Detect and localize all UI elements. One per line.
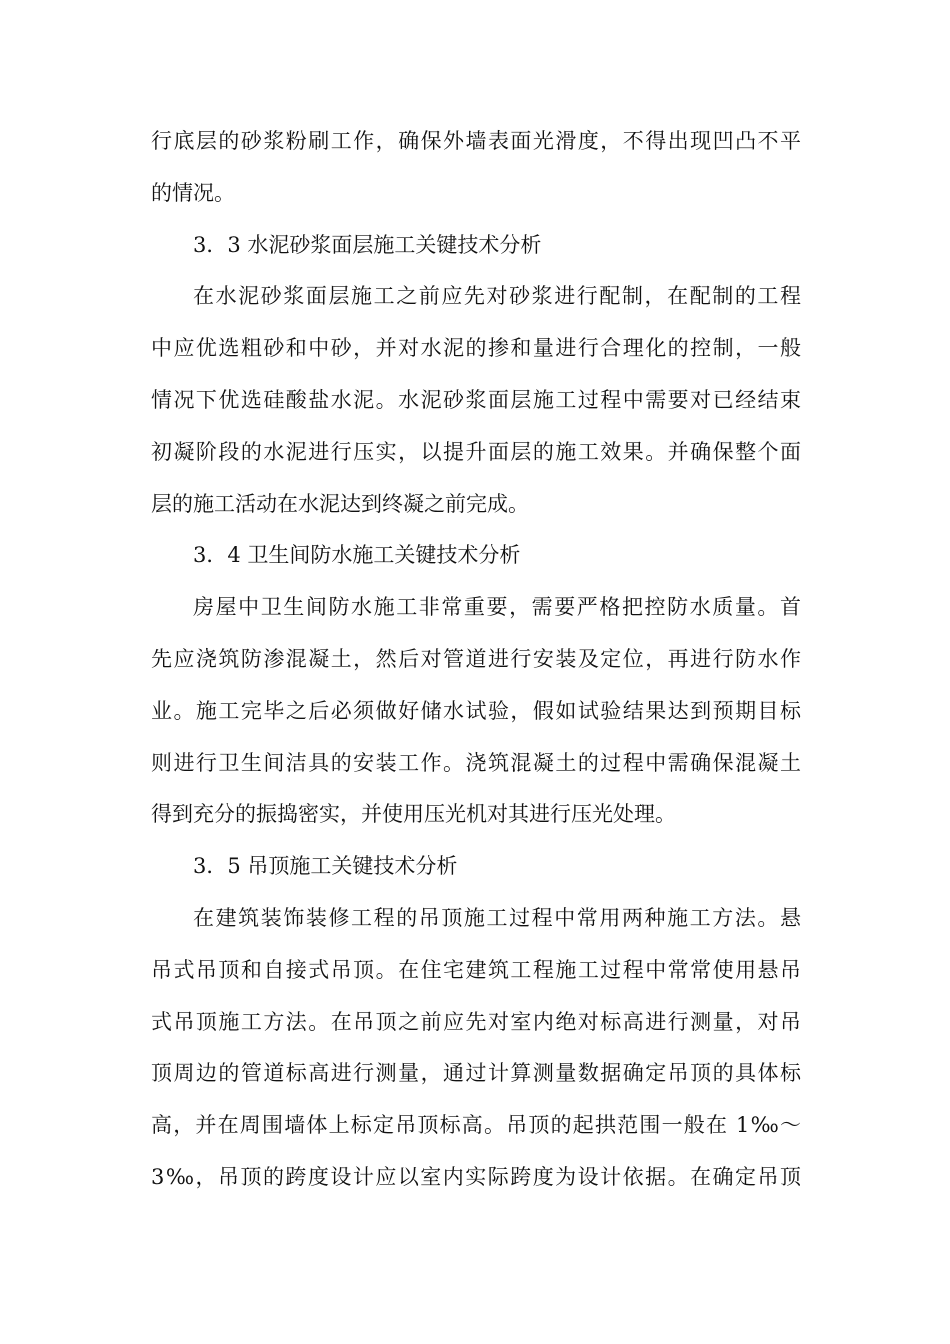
paragraph-line: 中应优选粗砂和中砂，并对水泥的掺和量进行合理化的控制，一般: [151, 336, 801, 361]
document-body: [151, 116, 801, 1204]
section-heading-3-3: 3．3 水泥砂浆面层施工关键技术分析: [193, 232, 542, 257]
paragraph-line: 层的施工活动在水泥达到终凝之前完成。: [151, 491, 529, 516]
section-heading-3-4: 3．4 卫生间防水施工关键技术分析: [193, 543, 521, 568]
paragraph-line: 高，并在周围墙体上标定吊顶标高。吊顶的起拱范围一般在 1‰～: [151, 1113, 801, 1138]
paragraph-line: 初凝阶段的水泥进行压实，以提升面层的施工效果。并确保整个面: [151, 439, 801, 464]
section-heading-3-5: 3．5 吊顶施工关键技术分析: [193, 854, 458, 879]
paragraph-line: 吊式吊顶和自接式吊顶。在住宅建筑工程施工过程中常常使用悬吊: [151, 957, 801, 982]
paragraph-line: 式吊顶施工方法。在吊顶之前应先对室内绝对标高进行测量，对吊: [151, 1009, 801, 1034]
paragraph-line: 业。施工完毕之后必须做好储水试验，假如试验结果达到预期目标: [151, 698, 801, 723]
paragraph-line: 在建筑装饰装修工程的吊顶施工过程中常用两种施工方法。悬: [193, 905, 801, 930]
paragraph-line: 情况下优选硅酸盐水泥。水泥砂浆面层施工过程中需要对已经结束: [151, 387, 801, 412]
paragraph-line: 先应浇筑防渗混凝土，然后对管道进行安装及定位，再进行防水作: [151, 646, 801, 671]
paragraph-line: 得到充分的振捣密实，并使用压光机对其进行压光处理。: [151, 802, 676, 827]
paragraph-line: 顶周边的管道标高进行测量，通过计算测量数据确定吊顶的具体标: [151, 1061, 801, 1086]
paragraph-line: 则进行卫生间洁具的安装工作。浇筑混凝土的过程中需确保混凝土: [151, 750, 801, 775]
paragraph-line: 的情况。: [151, 180, 235, 205]
paragraph-line: 行底层的砂浆粉刷工作，确保外墙表面光滑度，不得出现凹凸不平: [151, 129, 801, 153]
paragraph-line: 在水泥砂浆面层施工之前应先对砂浆进行配制，在配制的工程: [193, 284, 801, 309]
paragraph-line: 房屋中卫生间防水施工非常重要，需要严格把控防水质量。首: [193, 595, 801, 620]
paragraph-line: 3‰，吊顶的跨度设计应以室内实际跨度为设计依据。在确定吊顶: [151, 1164, 801, 1189]
